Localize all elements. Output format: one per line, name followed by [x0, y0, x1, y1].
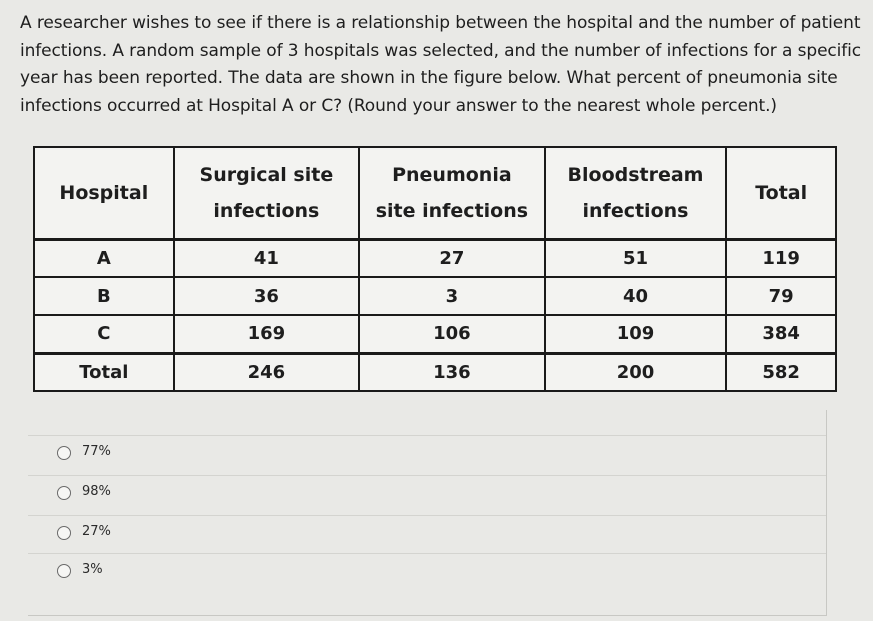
answer-option[interactable] [28, 553, 826, 593]
question-line: infections. A random sample of 3 hospitals was selected, and the number of infections for a specific [20, 40, 862, 61]
table-cell: 41 [174, 239, 359, 277]
radio-button[interactable] [57, 564, 71, 578]
table-cell: 36 [174, 277, 359, 315]
table-cell: 582 [726, 353, 836, 391]
question-line: infections occurred at Hospital A or C? (Round your answer to the nearest whole percent.) [20, 95, 777, 116]
table-total-row [34, 353, 836, 391]
table-cell: A [34, 239, 174, 277]
table-cell: 40 [545, 277, 727, 315]
answer-option-label: 27% [82, 524, 111, 539]
header-pneumonia-site: Pneumonia site infections [359, 147, 545, 239]
answer-option[interactable] [28, 475, 826, 515]
radio-button[interactable] [57, 486, 71, 500]
table-cell: 79 [726, 277, 836, 315]
table-cell: C [34, 315, 174, 353]
table-cell: 200 [545, 353, 727, 391]
header-bloodstream: Bloodstream infections [545, 147, 727, 239]
radio-button[interactable] [57, 526, 71, 540]
answer-option-label: 3% [82, 562, 103, 577]
question-text [20, 10, 865, 120]
table-row [34, 239, 836, 277]
table-header-row [34, 147, 836, 239]
answer-option[interactable] [28, 435, 826, 475]
question-line: year has been reported. The data are shown in the figure below. What percent of pneumonia site [20, 68, 838, 88]
table-cell: 246 [174, 353, 359, 391]
table-cell: 169 [174, 315, 359, 353]
infections-table [33, 146, 837, 392]
header-surgical-site: Surgical site infections [174, 147, 359, 239]
answer-options [28, 410, 827, 616]
table-cell: B [34, 277, 174, 315]
table-row [34, 277, 836, 315]
question-line: A researcher wishes to see if there is a relationship between the hospital and the number of patient [20, 13, 861, 33]
table-cell: 119 [726, 239, 836, 277]
answer-option-label: 77% [82, 444, 111, 459]
table-cell: Total [34, 353, 174, 391]
table-cell: 109 [545, 315, 727, 353]
table-cell: 106 [359, 315, 545, 353]
table-row [34, 315, 836, 353]
table-cell: 136 [359, 353, 545, 391]
answer-option[interactable] [28, 515, 826, 555]
table-cell: 3 [359, 277, 545, 315]
table-cell: 384 [726, 315, 836, 353]
table-cell: 27 [359, 239, 545, 277]
radio-button[interactable] [57, 446, 71, 460]
header-total: Total [726, 147, 836, 239]
answer-option-label: 98% [82, 484, 111, 499]
table-cell: 51 [545, 239, 727, 277]
header-hospital: Hospital [34, 147, 174, 239]
